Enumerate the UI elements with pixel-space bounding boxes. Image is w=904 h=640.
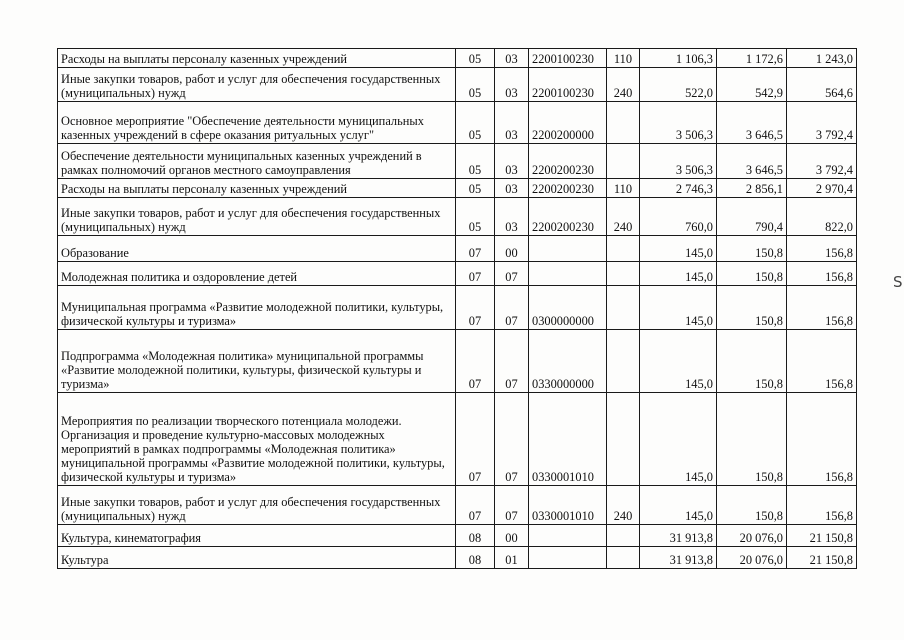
- cell-expense-type: [607, 393, 640, 486]
- cell-amount-2: 20 076,0: [717, 547, 787, 569]
- table-row: [58, 547, 857, 569]
- cell-amount-1: 1 106,3: [640, 49, 717, 68]
- cell-amount-1: 145,0: [640, 236, 717, 262]
- cell-expense-type: [607, 236, 640, 262]
- budget-table-body: [58, 49, 857, 569]
- cell-amount-1: 145,0: [640, 486, 717, 525]
- cell-amount-1: 760,0: [640, 198, 717, 236]
- cell-amount-3: 2 970,4: [787, 179, 857, 198]
- cell-amount-2: 3 646,5: [717, 102, 787, 144]
- cell-amount-3: 21 150,8: [787, 547, 857, 569]
- cell-name: Муниципальная программа «Развитие молодежной политики, культуры, физической культуры и туризма»: [58, 286, 456, 330]
- cell-amount-1: 145,0: [640, 330, 717, 393]
- cell-amount-2: 150,8: [717, 330, 787, 393]
- table-row: [58, 102, 857, 144]
- cell-name: Обеспечение деятельности муниципальных казенных учреждений в рамках полномочий органов местного самоуправления: [58, 144, 456, 179]
- cell-amount-2: 790,4: [717, 198, 787, 236]
- cell-amount-2: 542,9: [717, 68, 787, 102]
- cell-expense-type: [607, 144, 640, 179]
- cell-target-article: [529, 236, 607, 262]
- table-row: [58, 179, 857, 198]
- table-row: [58, 49, 857, 68]
- cell-amount-2: 150,8: [717, 262, 787, 286]
- cell-name: Расходы на выплаты персоналу казенных учреждений: [58, 49, 456, 68]
- cell-section: 05: [456, 144, 495, 179]
- cell-amount-2: 2 856,1: [717, 179, 787, 198]
- cell-expense-type: [607, 525, 640, 547]
- cell-amount-1: 2 746,3: [640, 179, 717, 198]
- cell-section: 08: [456, 525, 495, 547]
- cell-amount-2: 150,8: [717, 393, 787, 486]
- cell-target-article: 2200100230: [529, 68, 607, 102]
- cell-amount-1: 31 913,8: [640, 525, 717, 547]
- cell-amount-1: 31 913,8: [640, 547, 717, 569]
- cell-amount-3: 21 150,8: [787, 525, 857, 547]
- cell-amount-2: 150,8: [717, 286, 787, 330]
- cell-name: Иные закупки товаров, работ и услуг для обеспечения государственных (муниципальных) нужд: [58, 486, 456, 525]
- cell-amount-2: 150,8: [717, 486, 787, 525]
- table-row: [58, 486, 857, 525]
- cell-target-article: [529, 262, 607, 286]
- cell-subsection: 07: [495, 330, 529, 393]
- table-row: [58, 393, 857, 486]
- cell-amount-3: 1 243,0: [787, 49, 857, 68]
- cell-amount-3: 156,8: [787, 286, 857, 330]
- table-row: [58, 198, 857, 236]
- cell-target-article: 0330001010: [529, 393, 607, 486]
- cell-section: 07: [456, 393, 495, 486]
- cell-name: Основное мероприятие "Обеспечение деятельности муниципальных казенных учреждений в сфере оказания ритуальных услуг": [58, 102, 456, 144]
- cell-amount-2: 150,8: [717, 236, 787, 262]
- cell-amount-3: 156,8: [787, 486, 857, 525]
- cell-target-article: 2200200230: [529, 179, 607, 198]
- cell-name: Молодежная политика и оздоровление детей: [58, 262, 456, 286]
- cell-expense-type: [607, 262, 640, 286]
- cell-expense-type: 110: [607, 179, 640, 198]
- cell-name: Образование: [58, 236, 456, 262]
- cell-target-article: 2200200230: [529, 198, 607, 236]
- cell-expense-type: 240: [607, 486, 640, 525]
- cell-subsection: 00: [495, 525, 529, 547]
- cell-section: 05: [456, 68, 495, 102]
- cell-subsection: 07: [495, 393, 529, 486]
- cell-expense-type: 110: [607, 49, 640, 68]
- cell-subsection: 03: [495, 179, 529, 198]
- cell-amount-1: 145,0: [640, 262, 717, 286]
- cell-name: Иные закупки товаров, работ и услуг для обеспечения государственных (муниципальных) нужд: [58, 198, 456, 236]
- cell-amount-3: 822,0: [787, 198, 857, 236]
- cell-amount-1: 145,0: [640, 286, 717, 330]
- cell-amount-3: 156,8: [787, 393, 857, 486]
- cell-amount-3: 156,8: [787, 236, 857, 262]
- cell-amount-1: 522,0: [640, 68, 717, 102]
- cell-target-article: 2200200230: [529, 144, 607, 179]
- cell-subsection: 03: [495, 144, 529, 179]
- cell-amount-1: 145,0: [640, 393, 717, 486]
- cell-expense-type: [607, 330, 640, 393]
- cell-section: 07: [456, 486, 495, 525]
- cell-subsection: 03: [495, 198, 529, 236]
- table-row: [58, 525, 857, 547]
- cell-amount-3: 3 792,4: [787, 102, 857, 144]
- table-row: [58, 286, 857, 330]
- table-row: [58, 236, 857, 262]
- budget-table: [57, 48, 857, 569]
- cell-section: 07: [456, 262, 495, 286]
- cell-section: 05: [456, 49, 495, 68]
- cell-amount-3: 564,6: [787, 68, 857, 102]
- cell-section: 05: [456, 198, 495, 236]
- cell-subsection: 07: [495, 262, 529, 286]
- cell-name: Мероприятия по реализации творческого потенциала молодежи. Организация и проведение культурно-массовых молодежных мероприятий в рамках подпрограммы «Молодежная политика» муниципальной программы «Развитие молодежной политики, культуры, физической культуры и туризма»: [58, 393, 456, 486]
- cell-section: 07: [456, 286, 495, 330]
- cell-subsection: 01: [495, 547, 529, 569]
- cell-section: 07: [456, 330, 495, 393]
- cell-section: 07: [456, 236, 495, 262]
- cell-name: Иные закупки товаров, работ и услуг для обеспечения государственных (муниципальных) нужд: [58, 68, 456, 102]
- cell-amount-2: 1 172,6: [717, 49, 787, 68]
- cell-section: 08: [456, 547, 495, 569]
- cell-target-article: 2200100230: [529, 49, 607, 68]
- cell-target-article: 0300000000: [529, 286, 607, 330]
- cell-target-article: 0330000000: [529, 330, 607, 393]
- table-row: [58, 330, 857, 393]
- cell-subsection: 07: [495, 286, 529, 330]
- cell-amount-1: 3 506,3: [640, 102, 717, 144]
- cell-name: Подпрограмма «Молодежная политика» муниципальной программы «Развитие молодежной политики, культуры, физической культуры и туризма»: [58, 330, 456, 393]
- cell-subsection: 03: [495, 49, 529, 68]
- cell-subsection: 03: [495, 68, 529, 102]
- cell-target-article: 0330001010: [529, 486, 607, 525]
- cell-expense-type: 240: [607, 198, 640, 236]
- cell-subsection: 07: [495, 486, 529, 525]
- table-row: [58, 144, 857, 179]
- cell-section: 05: [456, 179, 495, 198]
- cell-section: 05: [456, 102, 495, 144]
- cell-expense-type: [607, 102, 640, 144]
- cell-subsection: 00: [495, 236, 529, 262]
- cell-name: Расходы на выплаты персоналу казенных учреждений: [58, 179, 456, 198]
- cell-amount-3: 156,8: [787, 262, 857, 286]
- cell-amount-2: 20 076,0: [717, 525, 787, 547]
- cell-expense-type: [607, 547, 640, 569]
- cell-amount-3: 3 792,4: [787, 144, 857, 179]
- cell-target-article: [529, 525, 607, 547]
- table-row: [58, 68, 857, 102]
- cell-name: Культура: [58, 547, 456, 569]
- cell-amount-2: 3 646,5: [717, 144, 787, 179]
- cell-target-article: [529, 547, 607, 569]
- table-row: [58, 262, 857, 286]
- cell-amount-1: 3 506,3: [640, 144, 717, 179]
- cell-target-article: 2200200000: [529, 102, 607, 144]
- cell-amount-3: 156,8: [787, 330, 857, 393]
- page-edge-mark: S: [893, 273, 903, 291]
- cell-subsection: 03: [495, 102, 529, 144]
- cell-expense-type: 240: [607, 68, 640, 102]
- cell-expense-type: [607, 286, 640, 330]
- cell-name: Культура, кинематография: [58, 525, 456, 547]
